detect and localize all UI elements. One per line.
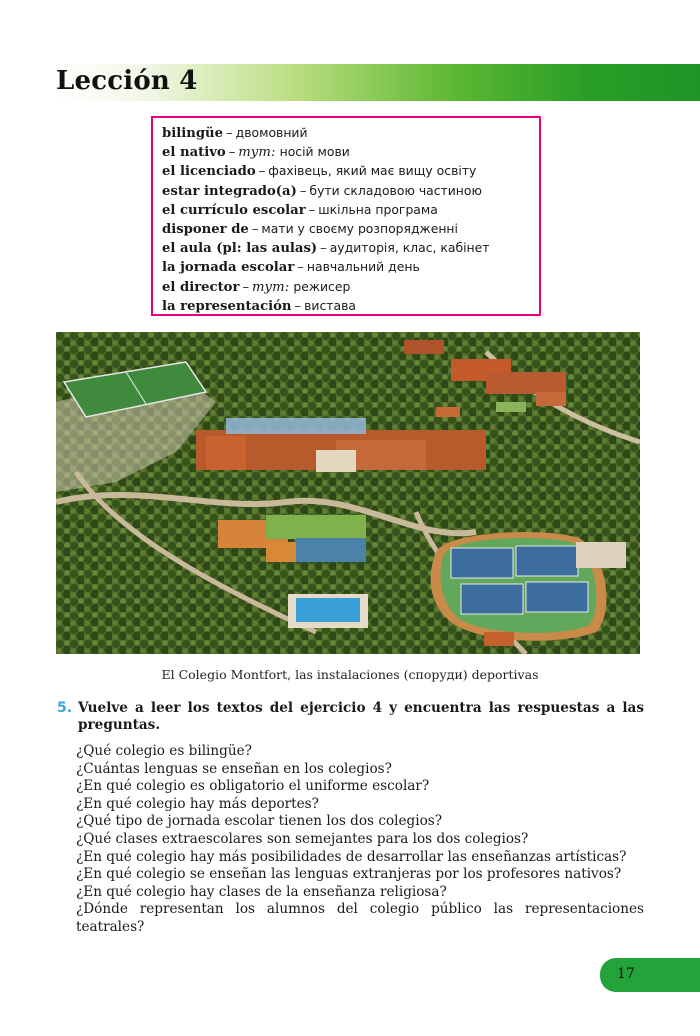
exercise-instruction: Vuelve a leer los textos del ejercicio 4 y encuentra las respuestas a las preguntas.	[78, 700, 644, 733]
question-list	[76, 743, 644, 937]
vocab-translation: мати у своєму розпорядженні	[261, 221, 458, 237]
vocab-term: el licenciado	[162, 164, 256, 180]
vocab-translation: вистава	[304, 297, 356, 313]
vocab-translation: двомовний	[235, 125, 308, 140]
vocab-term: el nativo	[162, 145, 226, 161]
question-item: ¿En qué colegio hay clases de la enseñanza religiosa?	[76, 883, 447, 900]
vocab-term: estar integrado(a)	[162, 183, 297, 199]
vocab-translation: аудиторія, клас, кабінет	[329, 240, 490, 256]
vocab-item: disponer de – мати у своєму розпорядженні	[162, 221, 458, 238]
vocab-item: el aula (pl: las aulas) – аудиторія, клас, кабінет	[162, 240, 490, 257]
question-item: ¿En qué colegio hay más deportes?	[76, 795, 319, 812]
question-item: ¿En qué colegio es obligatorio el uniforme escolar?	[76, 778, 430, 795]
lesson-title: Lección 4	[56, 66, 198, 96]
page-number: 17	[617, 966, 635, 982]
campus-illustration	[56, 332, 640, 654]
vocab-term: disponer de	[162, 222, 249, 238]
vocab-translation: режисер	[293, 278, 351, 294]
vocab-item: bilingüe – двомовний	[162, 125, 308, 141]
vocab-item: el licenciado – фахівець, який має вищу освіту	[162, 163, 477, 180]
vocab-note: тут:	[238, 145, 276, 161]
question-item: ¿Cuántas lenguas se enseñan en los colegios?	[76, 760, 392, 777]
vocab-term: el director	[162, 279, 240, 295]
vocab-note: тут:	[252, 279, 290, 295]
vocab-translation: бути складовою частиною	[309, 182, 482, 198]
vocab-item: estar integrado(a) – бути складовою частиною	[162, 182, 482, 199]
question-item: ¿Dónde representan los alumnos del colegio público las representaciones teatrales?	[76, 901, 644, 935]
question-item: ¿En qué colegio se enseñan las lenguas extranjeras por los profesores nativos?	[76, 866, 622, 883]
photo-caption: El Colegio Montfort, las instalaciones (споруди) deportivas	[161, 667, 539, 682]
question-item: ¿En qué colegio hay más posibilidades de desarrollar las enseñanzas artísticas?	[76, 848, 627, 865]
question-item: ¿Qué colegio es bilingüe?	[76, 743, 252, 759]
vocab-term: el aula (pl: las aulas)	[162, 241, 318, 257]
vocab-term: la representación	[162, 298, 292, 314]
vocabulary-box	[151, 116, 541, 316]
page-number-tab	[600, 958, 700, 992]
vocab-item: el currículo escolar – шкільна програма	[162, 201, 438, 218]
vocab-translation: навчальний день	[306, 259, 420, 275]
vocab-term: el currículo escolar	[162, 202, 306, 218]
vocab-item: la representación – вистава	[162, 297, 356, 314]
vocab-translation: носій мови	[279, 144, 350, 160]
vocab-term: bilingüe	[162, 126, 224, 141]
vocab-item: el nativo – тут: носій мови	[162, 144, 350, 161]
vocab-term: la jornada escolar	[162, 260, 295, 276]
vocab-translation: шкільна програма	[318, 201, 438, 217]
vocab-item: la jornada escolar – навчальний день	[162, 259, 420, 276]
vocab-item: el director – тут: режисер	[162, 278, 351, 295]
aerial-campus-photo	[56, 332, 640, 654]
vocab-translation: фахівець, який має вищу освіту	[268, 163, 477, 179]
question-item: ¿Qué tipo de jornada escolar tienen los dos colegios?	[76, 813, 443, 830]
question-item: ¿Qué clases extraescolares son semejantes para los dos colegios?	[76, 830, 529, 847]
exercise-number: 5.	[57, 700, 73, 716]
